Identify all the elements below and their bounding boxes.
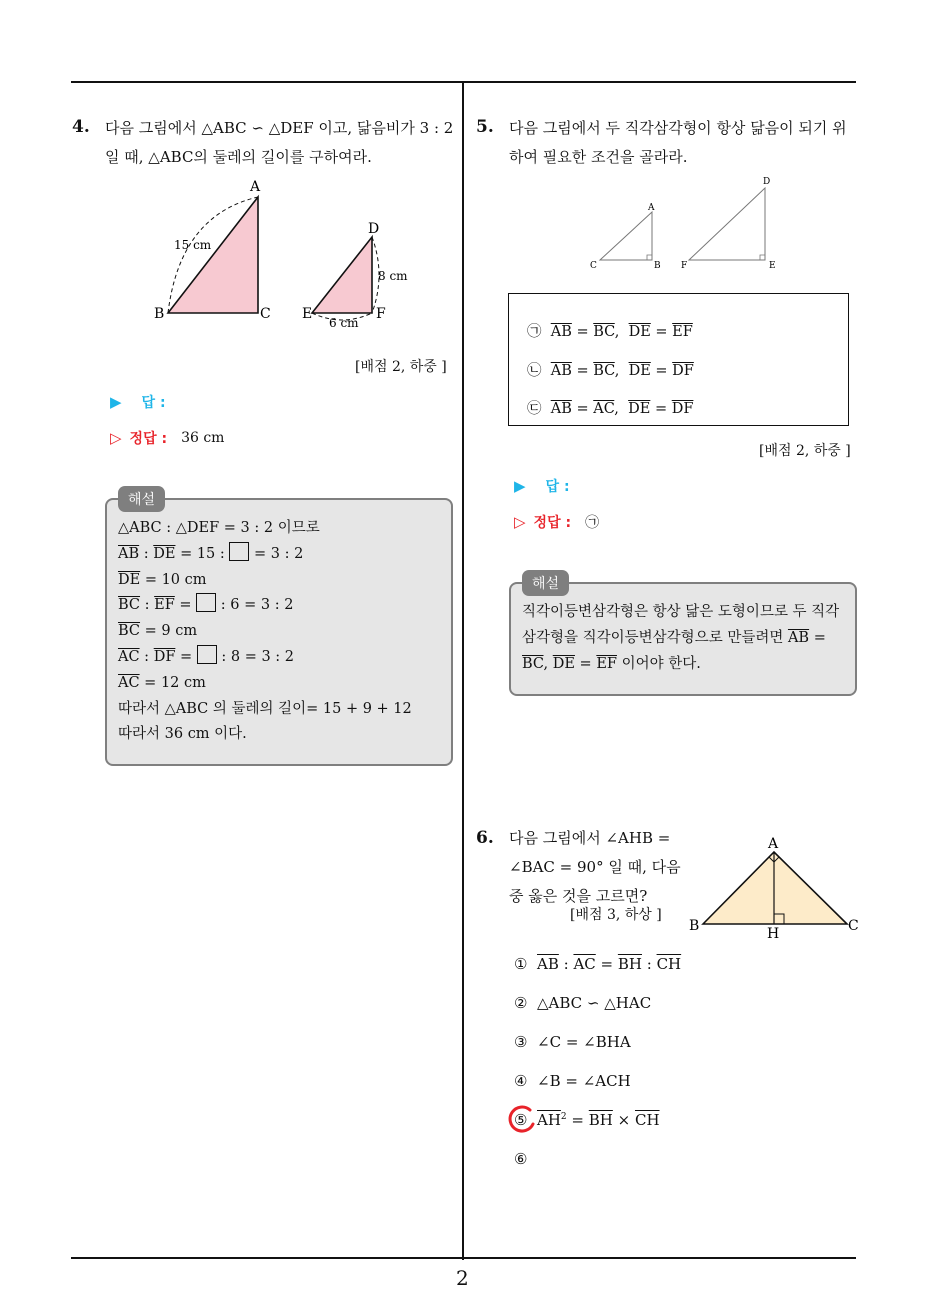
q6-label-C: C [848, 918, 859, 934]
seg: $\overline{DE}$ [628, 324, 651, 340]
option-mark: ② [514, 994, 528, 1012]
seg: : [641, 955, 657, 973]
q4-number: 4. [72, 117, 90, 137]
q4-triangle-def [312, 237, 372, 313]
q5-label-D: D [763, 177, 771, 187]
seg: : [140, 597, 155, 614]
blank-box [197, 645, 217, 664]
seg: $\overline{DE}$ [628, 401, 651, 417]
seg: $\overline{DF}$ [671, 401, 694, 417]
q5-triangle-abc [600, 212, 652, 260]
q4-label-B: B [154, 306, 165, 322]
seg: = [574, 655, 597, 672]
q4-label-C: C [260, 306, 271, 322]
seg: × [612, 1111, 635, 1129]
q4-correct-arrow-icon: ▷ [110, 429, 122, 447]
q4-text-line1: 다음 그림에서 △ABC ∽ △DEF 이고, 닮음비가 3 : 2 [105, 119, 454, 137]
seg: $\overline{BH}$ [588, 1111, 613, 1129]
seg: $\overline{AB}$ [550, 401, 572, 417]
option-text: △ABC ∽ △HAC [537, 994, 652, 1012]
q5-correct-label: 정답 : [533, 515, 572, 531]
q5-label-C: C [590, 261, 597, 271]
seg: $\overline{DE}$ [552, 655, 575, 672]
q5-number: 5. [476, 117, 494, 137]
blank-box [229, 542, 249, 561]
q4-label-D: D [368, 221, 380, 237]
q6-number: 6. [476, 828, 494, 848]
q5-correct-row [514, 512, 599, 532]
seg: $\overline{CH}$ [656, 955, 682, 973]
bottom-rule [71, 1257, 856, 1259]
seg: $\overline{BC}$ [118, 597, 141, 614]
q4-correct-row [110, 428, 224, 448]
seg: : [139, 545, 154, 562]
q4-expl-line7 [118, 671, 412, 697]
q5-expl-line2 [522, 626, 839, 652]
q5-expl-line3 [522, 652, 839, 678]
page-number: 2 [456, 1266, 469, 1290]
seg: $\overline{AC}$ [593, 401, 615, 417]
seg: = [566, 1111, 589, 1129]
blank-box [196, 593, 216, 612]
seg: : 6 = 3 : 2 [216, 597, 294, 614]
seg: $\overline{DF}$ [672, 363, 694, 379]
q5-triangle-def [689, 188, 765, 260]
q4-correct-label: 정답 : [129, 431, 168, 447]
seg: $\overline{AB}$ [787, 629, 810, 646]
q6-option-2[interactable] [514, 994, 651, 1012]
seg: $\overline{BC}$ [522, 655, 544, 672]
q5-label-B: B [654, 261, 661, 271]
q6-triangle-abc [703, 852, 847, 924]
seg: : [139, 648, 154, 665]
q5-right-angle-e [760, 255, 765, 260]
q6-text [509, 824, 681, 911]
q6-correct-circle-icon [506, 1104, 538, 1136]
seg: $\overline{AB}$ [550, 324, 572, 340]
q5-explanation-tag: 해설 [522, 570, 569, 596]
seg: = 3 : 2 [249, 545, 304, 562]
q4-label-F: F [376, 306, 386, 322]
q5-label-F: F [681, 261, 688, 271]
seg: $\overline{DF}$ [153, 648, 176, 665]
seg: $\overline{EF}$ [154, 597, 175, 614]
option-mark: ③ [514, 1033, 528, 1051]
column-divider [462, 82, 464, 1260]
seg: $\overline{AB}$ [118, 545, 140, 562]
choice-mark: ㉡ [527, 363, 542, 379]
option-mark: ④ [514, 1072, 528, 1090]
seg: $\overline{CH}$ [634, 1111, 660, 1129]
seg: $\overline{EF}$ [672, 324, 693, 340]
q5-text [509, 114, 847, 172]
seg: = [174, 597, 197, 614]
q5-figure [585, 172, 785, 272]
q4-expl-line9: 따라서 36 cm 이다. [118, 726, 247, 743]
q4-expl-line3 [118, 568, 412, 594]
q6-text-line2: ∠BAC = 90° 일 때, 다음 [509, 858, 681, 876]
seg: $\overline{EF}$ [596, 655, 617, 672]
q5-explanation-body [522, 600, 839, 677]
seg: = 15 : [175, 545, 230, 562]
q5-text-line1: 다음 그림에서 두 직각삼각형이 항상 닮음이 되기 위 [509, 119, 847, 137]
q6-option-6[interactable] [514, 1150, 527, 1168]
seg: $\overline{AB}$ [550, 363, 572, 379]
q4-label-ef: 6 cm [329, 316, 359, 330]
q4-figure [140, 175, 420, 335]
q6-score: [배점 3, 하상 ] [570, 907, 662, 923]
q6-text-line1: 다음 그림에서 ∠AHB = [509, 829, 671, 847]
q4-expl-line1: △ABC : △DEF = 3 : 2 이므로 [118, 520, 320, 536]
q6-option-3[interactable] [514, 1033, 631, 1051]
q4-expl-line6 [118, 645, 412, 671]
q4-label-E: E [302, 306, 313, 322]
seg: $\overline{AC}$ [573, 955, 596, 973]
seg: = 12 cm [139, 674, 206, 691]
q6-label-B: B [689, 918, 700, 934]
seg: 이어야 한다. [616, 655, 701, 672]
seg: : 8 = 3 : 2 [216, 648, 295, 665]
seg: $\overline{BC}$ [118, 623, 141, 640]
choice-mark: ㉠ [527, 324, 542, 340]
q6-option-1[interactable] [514, 955, 681, 973]
choice-mark: ㉢ [527, 401, 542, 417]
q5-answer-label: 답 : [545, 479, 570, 495]
q4-label-A: A [250, 179, 261, 195]
seg: $\overline{AB}$ [537, 955, 559, 973]
q6-option-4[interactable] [514, 1072, 631, 1090]
q4-explanation-tag: 해설 [118, 486, 165, 512]
q4-text-line2: 일 때, △ABC의 둘레의 길이를 구하여라. [105, 148, 372, 166]
q4-text [105, 114, 453, 172]
seg: $\overline{AC}$ [118, 648, 140, 665]
seg: = [595, 955, 618, 973]
q4-answer-row [110, 392, 166, 412]
q4-correct-value: 36 cm [181, 430, 225, 446]
q4-expl-line4 [118, 593, 412, 619]
seg: = [175, 648, 197, 665]
q6-label-A: A [768, 836, 779, 852]
q5-expl-line1: 직각이등변삼각형은 항상 닮은 도형이므로 두 직각 [522, 604, 840, 620]
option-mark: ① [514, 955, 528, 973]
seg: = [809, 629, 826, 646]
seg: $\overline{AH}$ [537, 1111, 561, 1129]
q5-text-line2: 하여 필요한 조건을 골라라. [509, 148, 688, 166]
q6-figure [685, 832, 865, 942]
seg: = 10 cm [140, 571, 207, 588]
q4-score: [배점 2, 하중 ] [355, 359, 447, 375]
seg: , [543, 655, 553, 672]
q5-correct-value: ㉠ [585, 515, 600, 531]
q4-expl-line2 [118, 542, 412, 568]
q5-label-E: E [769, 261, 776, 271]
q4-explanation-body [118, 516, 412, 748]
seg: : [558, 955, 574, 973]
seg: $\overline{DE}$ [118, 571, 141, 588]
q5-answer-row [514, 476, 570, 496]
q4-answer-arrow-icon: ▶ [110, 393, 122, 411]
q4-expl-line5 [118, 619, 412, 645]
q5-label-A: A [648, 203, 655, 213]
q5-choice-1: ㉠ $\overline{AB} = \overline{BC}$, $\overline{DE} = \overline{EF}$ [527, 324, 693, 340]
q4-label-df: 8 cm [378, 269, 408, 283]
option-text: ∠C = ∠BHA [537, 1033, 631, 1051]
seg: = 9 cm [140, 623, 198, 640]
seg: $\overline{AC}$ [118, 674, 140, 691]
option-mark: ⑤ [514, 1111, 528, 1129]
q4-label-ab: 15 cm [174, 238, 212, 252]
q5-right-angle-b [647, 255, 652, 260]
seg: 삼각형을 직각이등변삼각형으로 만들려면 [522, 629, 788, 646]
q5-choice-3: ㉢ $\overline{AB} = \overline{AC}$, $\overline{DE} = \overline{DF}$ [527, 401, 694, 417]
seg: 2 [560, 1112, 567, 1122]
q5-correct-arrow-icon: ▷ [514, 513, 526, 531]
q5-score: [배점 2, 하중 ] [759, 443, 851, 459]
q4-triangle-abc [168, 197, 258, 313]
q4-answer-label: 답 : [141, 395, 166, 411]
option-text: ∠B = ∠ACH [537, 1072, 631, 1090]
seg: $\overline{DE}$ [628, 363, 651, 379]
q6-text-line3: 중 옳은 것을 고르면? [509, 887, 648, 905]
q5-choice-2: ㉡ $\overline{AB} = \overline{BC}$, $\overline{DE} = \overline{DF}$ [527, 363, 694, 379]
q6-label-H: H [767, 926, 780, 942]
q5-answer-arrow-icon: ▶ [514, 477, 526, 495]
seg: $\overline{BC}$ [593, 363, 615, 379]
seg: $\overline{BH}$ [617, 955, 642, 973]
seg: $\overline{BC}$ [593, 324, 615, 340]
q4-expl-line8: 따라서 △ABC 의 둘레의 길이= 15 + 9 + 12 [118, 700, 412, 717]
option-mark: ⑥ [514, 1150, 528, 1168]
seg: $\overline{DE}$ [153, 545, 176, 562]
